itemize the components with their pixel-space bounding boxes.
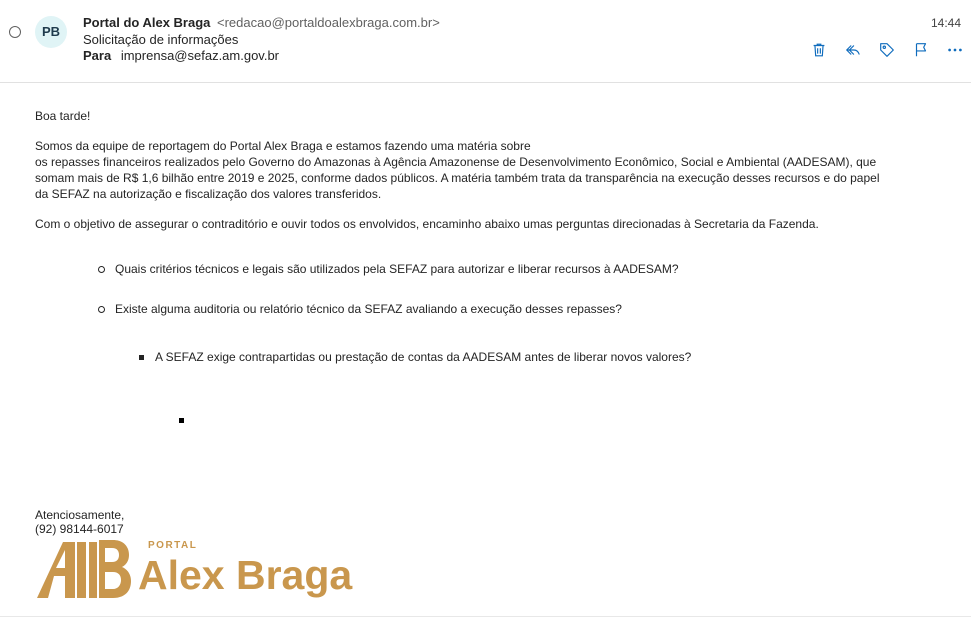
reply-icon (844, 41, 862, 59)
sender-email: <redacao@portaldoalexbraga.com.br> (217, 15, 440, 30)
objective-paragraph: Com o objetivo de assegurar o contraditório e ouvir todos os envolvidos, encaminho abaixo umas perguntas direcionadas à Secretaria da Fazenda. (35, 217, 819, 231)
phone-number: (92) 98144-6017 (35, 522, 124, 536)
more-icon (946, 41, 964, 59)
avatar: PB (35, 16, 67, 48)
bullet-square (139, 355, 144, 360)
flag-button[interactable] (911, 40, 931, 60)
more-actions-button[interactable] (945, 40, 965, 60)
sender-line (83, 15, 440, 30)
message-header (0, 0, 971, 83)
greeting: Boa tarde! (35, 109, 91, 123)
question-text: Quais critérios técnicos e legais são utilizados pela SEFAZ para autorizar e liberar recursos à AADESAM? (115, 262, 679, 276)
select-message-radio[interactable] (9, 26, 21, 38)
intro-line: da SEFAZ na autorização e fiscalização dos valores transferidos. (35, 187, 382, 201)
ab-logo-mark (37, 536, 132, 600)
recipient-address[interactable]: imprensa@sefaz.am.gov.br (120, 48, 280, 63)
question-text: Existe alguma auditoria ou relatório técnico da SEFAZ avaliando a execução desses repasses? (115, 302, 622, 316)
question-text: A SEFAZ exige contrapartidas ou prestação de contas da AADESAM antes de liberar novos valores? (155, 350, 692, 364)
trash-icon (810, 41, 828, 59)
recipient-line (83, 48, 279, 63)
intro-line: Somos da equipe de reportagem do Portal Alex Braga e estamos fazendo uma matéria sobre (35, 139, 531, 153)
bullet-circle (98, 306, 105, 313)
tag-button[interactable] (877, 40, 897, 60)
portal-logo (37, 536, 397, 602)
question-item (115, 261, 679, 277)
message-time: 14:44 (930, 16, 961, 30)
logo-name: Alex Braga (138, 552, 353, 598)
divider (0, 616, 971, 617)
sender-name[interactable]: Portal do Alex Braga (83, 15, 211, 30)
tag-icon (878, 41, 896, 59)
flag-icon (912, 41, 930, 59)
signoff: Atenciosamente, (35, 508, 125, 522)
to-label: Para (83, 48, 112, 63)
reply-button[interactable] (843, 40, 863, 60)
message-toolbar (809, 40, 965, 60)
intro-line: os repasses financeiros realizados pelo Governo do Amazonas à Agência Amazonense de Desenvolvimento Econômico, Social e Ambiental (AADESAM), que (35, 155, 877, 169)
bullet-circle (98, 266, 105, 273)
delete-button[interactable] (809, 40, 829, 60)
question-item (115, 301, 622, 317)
intro-paragraph (35, 138, 955, 202)
message-subject: Solicitação de informações (83, 32, 239, 47)
logo-small-text: PORTAL (148, 540, 198, 551)
question-item (155, 349, 691, 365)
empty-bullet (179, 418, 184, 423)
intro-line: somam mais de R$ 1,6 bilhão entre 2019 e 2025, conforme dados públicos. A matéria também trata da transparência na execução desses recursos e do papel (35, 171, 880, 185)
